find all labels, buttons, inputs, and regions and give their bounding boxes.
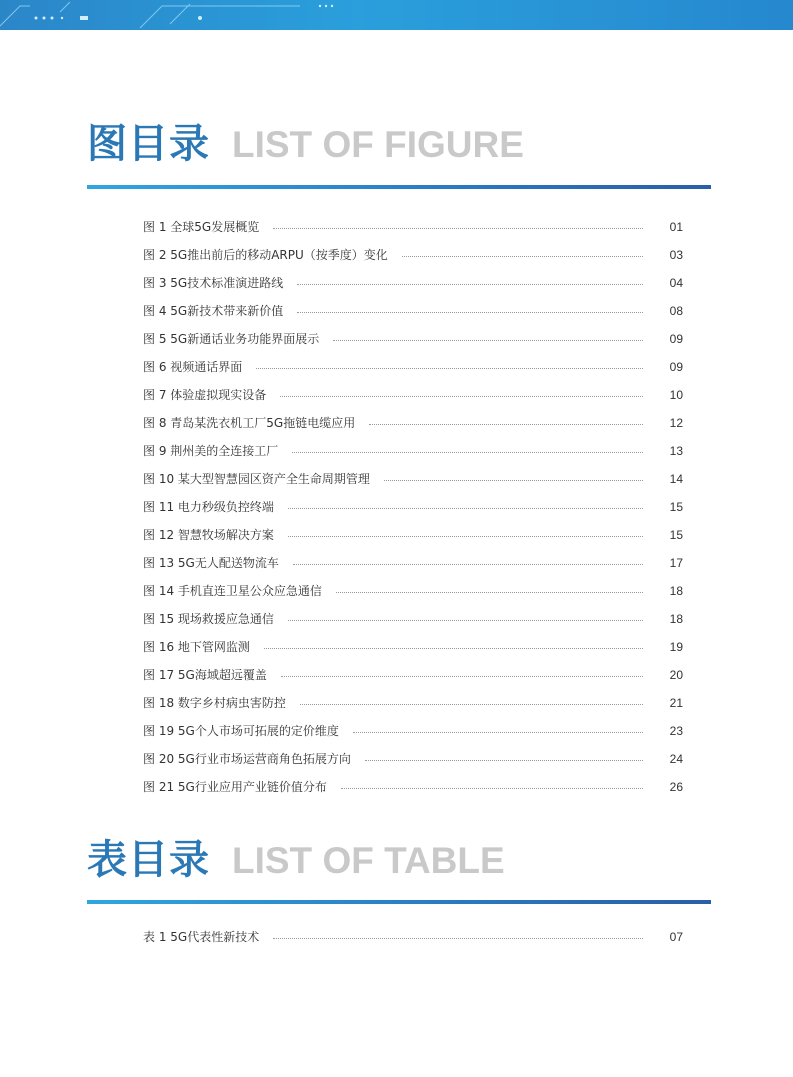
dot-leader [297, 312, 643, 313]
figure-entry-label: 图 11 电力秒级负控终端 [143, 500, 274, 514]
dot-leader [336, 592, 643, 593]
figure-entry-page: 13 [669, 444, 683, 458]
figure-entry-label: 图 2 5G推出前后的移动ARPU（按季度）变化 [143, 248, 388, 262]
figure-entry-page: 15 [669, 528, 683, 542]
dot-leader [341, 788, 643, 789]
figure-entry[interactable] [143, 637, 683, 657]
figure-entry[interactable] [143, 693, 683, 713]
figure-entry[interactable] [143, 273, 683, 293]
figure-entry-label: 图 1 全球5G发展概览 [143, 220, 260, 234]
figure-entry-page: 09 [669, 332, 683, 346]
dot-leader [297, 284, 643, 285]
figure-entry-page: 19 [669, 640, 683, 654]
dot-leader [333, 340, 643, 341]
figure-entry[interactable] [143, 329, 683, 349]
figure-entry[interactable] [143, 441, 683, 461]
figure-entry-label: 图 17 5G海域超远覆盖 [143, 668, 267, 682]
figures-title-cn: 图目录 [87, 121, 210, 167]
figure-entry-page: 08 [669, 304, 683, 318]
table-list [143, 927, 683, 951]
figure-entry-page: 18 [669, 612, 683, 626]
dot-leader [273, 228, 643, 229]
table-entry-page: 07 [669, 930, 683, 944]
figure-entry-label: 图 4 5G新技术带来新价值 [143, 304, 284, 318]
figure-entry-label: 图 6 视频通话界面 [143, 360, 243, 374]
table-entry-label: 表 1 5G代表性新技术 [143, 930, 260, 944]
figure-entry-label: 图 7 体验虚拟现实设备 [143, 388, 267, 402]
figure-entry-label: 图 19 5G个人市场可拓展的定价维度 [143, 724, 339, 738]
figure-entry-page: 15 [669, 500, 683, 514]
dot-leader [256, 368, 643, 369]
header-band [0, 0, 793, 30]
figure-entry-page: 12 [669, 416, 683, 430]
figure-entry[interactable] [143, 777, 683, 797]
figure-entry-page: 09 [669, 360, 683, 374]
figure-entry-page: 26 [669, 780, 683, 794]
figure-entry-page: 20 [669, 668, 683, 682]
figure-entry-label: 图 10 某大型智慧园区资产全生命周期管理 [143, 472, 370, 486]
figure-entry-page: 03 [669, 248, 683, 262]
figure-entry-page: 04 [669, 276, 683, 290]
figure-entry-label: 图 16 地下管网监测 [143, 640, 250, 654]
dot-leader [288, 620, 643, 621]
figure-entry-label: 图 9 荆州美的全连接工厂 [143, 444, 279, 458]
dot-leader [292, 452, 643, 453]
figure-entry[interactable] [143, 525, 683, 545]
figure-entry[interactable] [143, 721, 683, 741]
dot-leader [300, 704, 643, 705]
figure-entry-page: 17 [669, 556, 683, 570]
dot-leader [281, 676, 643, 677]
dot-leader [288, 508, 643, 509]
figure-entry-label: 图 8 青岛某洗衣机工厂5G拖链电缆应用 [143, 416, 356, 430]
figure-entry-label: 图 13 5G无人配送物流车 [143, 556, 279, 570]
figures-title-en: LIST OF FIGURE [232, 124, 524, 165]
figure-entry-label: 图 21 5G行业应用产业链价值分布 [143, 780, 327, 794]
dot-leader [288, 536, 643, 537]
figure-entry-page: 23 [669, 724, 683, 738]
figure-entry-page: 10 [669, 388, 683, 402]
figure-entry-label: 图 5 5G新通话业务功能界面展示 [143, 332, 320, 346]
figure-entry[interactable] [143, 497, 683, 517]
figure-entry-label: 图 14 手机直连卫星公众应急通信 [143, 584, 322, 598]
figure-entry[interactable] [143, 609, 683, 629]
figure-entry[interactable] [143, 217, 683, 237]
dot-leader [365, 760, 643, 761]
figure-entry-page: 18 [669, 584, 683, 598]
figures-divider [87, 185, 711, 189]
dot-leader [293, 564, 643, 565]
figure-entry[interactable] [143, 245, 683, 265]
figure-entry-label: 图 18 数字乡村病虫害防控 [143, 696, 286, 710]
tables-title-cn: 表目录 [87, 837, 210, 883]
figure-entry-page: 01 [669, 220, 683, 234]
dot-leader [264, 648, 643, 649]
figure-entry[interactable] [143, 413, 683, 433]
figure-entry[interactable] [143, 665, 683, 685]
figure-entry-label: 图 3 5G技术标准演进路线 [143, 276, 284, 290]
figure-entry-label: 图 15 现场救援应急通信 [143, 612, 274, 626]
dot-leader [369, 424, 643, 425]
figure-entry[interactable] [143, 749, 683, 769]
circuit-decoration-icon [0, 0, 793, 30]
tables-divider [87, 900, 711, 904]
figure-entry[interactable] [143, 385, 683, 405]
figure-list [143, 217, 683, 807]
figure-entry[interactable] [143, 469, 683, 489]
figure-entry-page: 24 [669, 752, 683, 766]
dot-leader [384, 480, 643, 481]
figure-entry[interactable] [143, 357, 683, 377]
figure-entry-label: 图 12 智慧牧场解决方案 [143, 528, 274, 542]
dot-leader [402, 256, 643, 257]
figure-entry-page: 14 [669, 472, 683, 486]
figure-entry-page: 21 [669, 696, 683, 710]
figure-entry-label: 图 20 5G行业市场运营商角色拓展方向 [143, 752, 351, 766]
figure-entry[interactable] [143, 301, 683, 321]
tables-title-en: LIST OF TABLE [232, 840, 505, 881]
dot-leader [353, 732, 643, 733]
dot-leader [273, 938, 643, 939]
dot-leader [280, 396, 643, 397]
figure-entry[interactable] [143, 553, 683, 573]
table-entry[interactable] [143, 927, 683, 947]
figure-entry[interactable] [143, 581, 683, 601]
